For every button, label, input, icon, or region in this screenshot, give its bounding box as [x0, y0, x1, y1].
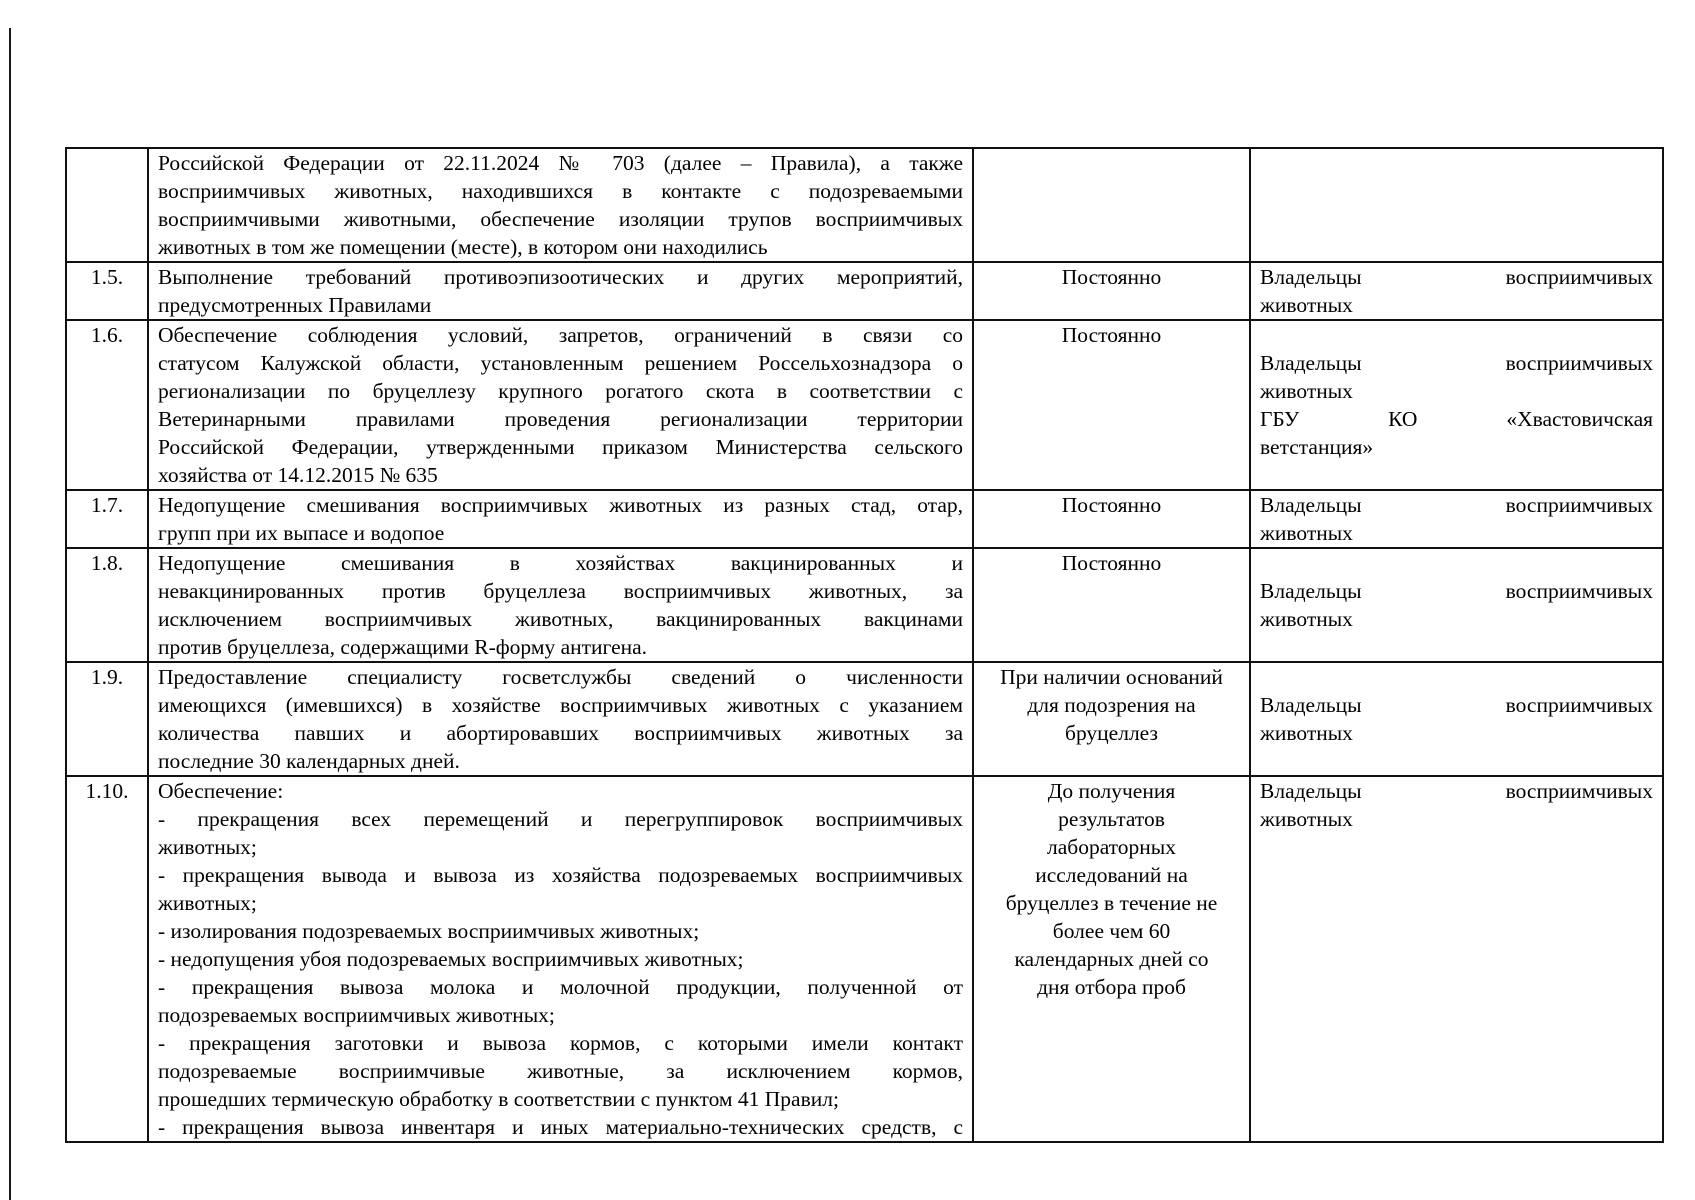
term-cell: Постоянно: [973, 320, 1250, 490]
row-number-cell: 1.8.: [66, 548, 148, 662]
measure-text-cell: Выполнение требований противоэпизоотических и других мероприятий, предусмотренных Правилами: [148, 262, 973, 320]
table-row: [66, 148, 1663, 262]
measure-text-cell: Предоставление специалисту госветслужбы сведений о численности имеющихся (имевшихся) в хозяйстве восприимчивых животных с указанием количества павших и абортировавших восприимчивых животных за последние 30 календарных дней.: [148, 662, 973, 776]
term-cell: При наличии оснований для подозрения на бруцеллез: [973, 662, 1250, 776]
table-row: [66, 662, 1663, 776]
scan-margin-line: [9, 28, 11, 1200]
term-cell: Постоянно: [973, 262, 1250, 320]
responsible-cell: Владельцы восприимчивых животных: [1250, 548, 1663, 662]
table-row: [66, 320, 1663, 490]
table-row: [66, 490, 1663, 548]
measure-text-cell: Обеспечение соблюдения условий, запретов, ограничений в связи со статусом Калужской области, установленным решением Россельхознадзора о регионализации по бруцеллезу крупного рогатого скота в соответствии с Ветеринарными правилами проведения регионализации территории Российской Федерации, утвержденными приказом Министерства сельского хозяйства от 14.12.2015 № 635: [148, 320, 973, 490]
measure-text-cell: Обеспечение: - прекращения всех перемещений и перегруппировок восприимчивых животных; - прекращения вывода и вывоза из хозяйства подозреваемых восприимчивых животных; - изолирования подозреваемых восприимчивых животных; - недопущения убоя подозреваемых восприимчивых животных; - прекращения вывоза молока и молочной продукции, полученной от подозреваемых восприимчивых животных; - прекращения заготовки и вывоза кормов, с которыми имели контакт подозреваемые восприимчивые животные, за исключением кормов, прошедших термическую обработку в соответствии с пунктом 41 Правил; - прекращения вывоза инвентаря и иных материально-технических средств, с: [148, 776, 973, 1142]
responsible-cell: Владельцы восприимчивых животных ГБУ КО «Хвастовичская ветстанция»: [1250, 320, 1663, 490]
table-row: [66, 776, 1663, 1142]
row-number-cell: 1.10.: [66, 776, 148, 1142]
responsible-cell: Владельцы восприимчивых животных: [1250, 662, 1663, 776]
measure-text-cell: Недопущение смешивания восприимчивых животных из разных стад, отар, групп при их выпасе и водопое: [148, 490, 973, 548]
responsible-cell: [1250, 148, 1663, 262]
term-cell: До получения результатов лабораторных исследований на бруцеллез в течение не более чем 60 календарных дней со дня отбора проб: [973, 776, 1250, 1142]
row-number-cell: 1.6.: [66, 320, 148, 490]
table-row: [66, 548, 1663, 662]
responsible-cell: Владельцы восприимчивых животных: [1250, 262, 1663, 320]
term-cell: [973, 148, 1250, 262]
term-cell: Постоянно: [973, 490, 1250, 548]
term-cell: Постоянно: [973, 548, 1250, 662]
responsible-cell: Владельцы восприимчивых животных: [1250, 490, 1663, 548]
row-number-cell: 1.7.: [66, 490, 148, 548]
responsible-cell: Владельцы восприимчивых животных: [1250, 776, 1663, 1142]
table-row: [66, 262, 1663, 320]
measure-text-cell: Недопущение смешивания в хозяйствах вакцинированных и невакцинированных против бруцеллеза восприимчивых животных, за исключением восприимчивых животных, вакцинированных вакцинами против бруцеллеза, содержащими R-форму антигена.: [148, 548, 973, 662]
row-number-cell: [66, 148, 148, 262]
measures-table: [65, 147, 1664, 1143]
measure-text-cell: Российской Федерации от 22.11.2024 № 703 (далее – Правила), а также восприимчивых животных, находившихся в контакте с подозреваемыми восприимчивыми животными, обеспечение изоляции трупов восприимчивых животных в том же помещении (месте), в котором они находились: [148, 148, 973, 262]
row-number-cell: 1.5.: [66, 262, 148, 320]
row-number-cell: 1.9.: [66, 662, 148, 776]
